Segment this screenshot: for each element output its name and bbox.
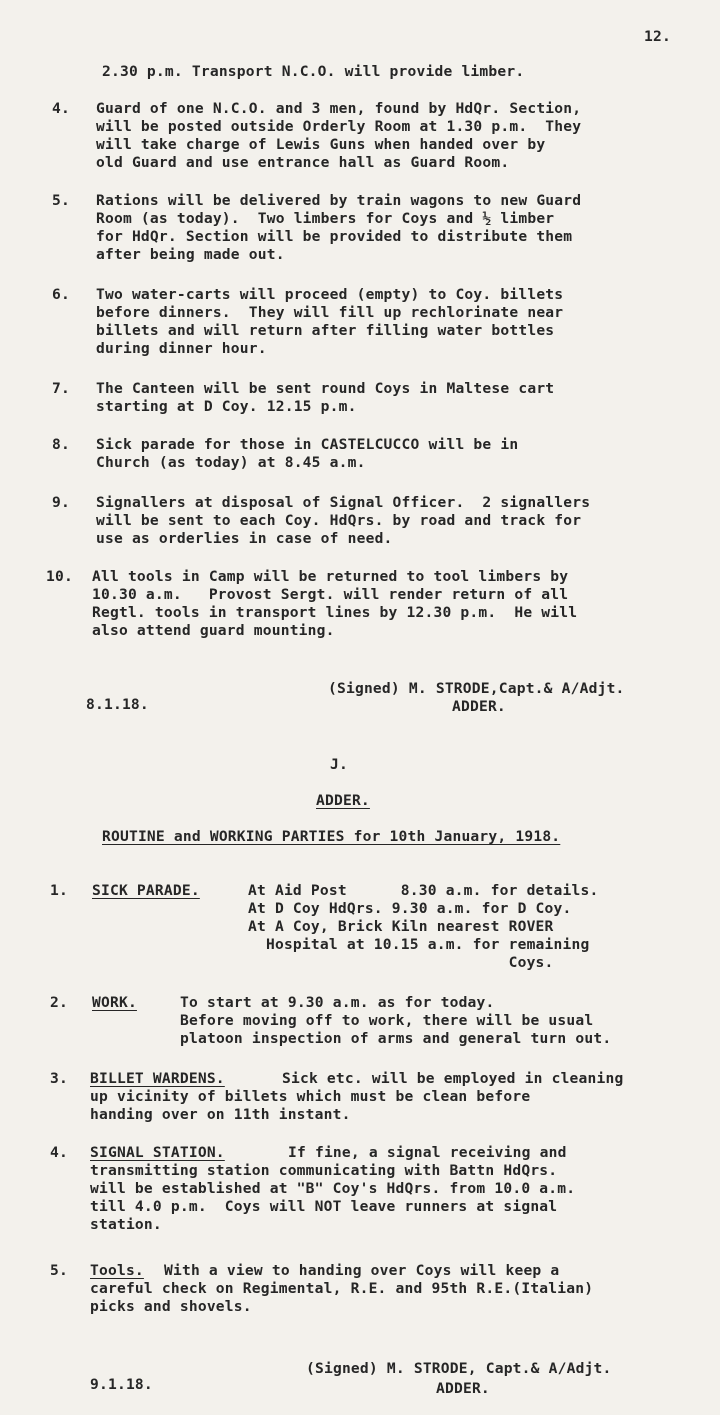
order-date: 8.1.18. [86,696,149,713]
item-line: careful check on Regimental, R.E. and 95th R.E.(Italian) [90,1280,594,1297]
item-line: Guard of one N.C.O. and 3 men, found by HdQr. Section, [96,100,582,117]
item-line: At D Coy HdQrs. 9.30 a.m. for D Coy. [248,900,572,917]
item-line: transmitting station communicating with Battn HdQrs. [90,1162,558,1179]
item-line: also attend guard mounting. [92,622,335,639]
item-heading: BILLET WARDENS. [90,1070,225,1087]
item-number: 7. [52,380,70,397]
item-heading: SIGNAL STATION. [90,1144,225,1161]
item-line: Coys. [248,954,554,971]
signature: (Signed) M. STRODE,Capt.& A/Adjt. [328,680,625,697]
item-line: Two water-carts will proceed (empty) to Coy. billets [96,286,564,303]
item-line: during dinner hour. [96,340,267,357]
item-number: 5. [50,1262,68,1279]
section-letter: J. [330,756,348,773]
item-line: will be established at "B" Coy's HdQrs. from 10.0 a.m. [90,1180,576,1197]
signature-unit: ADDER. [436,1380,490,1397]
item-number: 5. [52,192,70,209]
item-line: At A Coy, Brick Kiln nearest ROVER [248,918,554,935]
item-line: With a view to handing over Coys will keep a [164,1262,560,1279]
item-line: will be sent to each Coy. HdQrs. by road and track for [96,512,582,529]
item-line: The Canteen will be sent round Coys in Maltese cart [96,380,555,397]
item-number: 8. [52,436,70,453]
item-line: till 4.0 p.m. Coys will NOT leave runners at signal [90,1198,558,1215]
item-heading: WORK. [92,994,137,1011]
item-number: 2. [50,994,68,1011]
item-line: Regtl. tools in transport lines by 12.30 p.m. He will [92,604,578,621]
item-line: To start at 9.30 a.m. as for today. [180,994,495,1011]
item-line: up vicinity of billets which must be clean before [90,1088,531,1105]
item-line: Hospital at 10.15 a.m. for remaining [248,936,590,953]
signature: (Signed) M. STRODE, Capt.& A/Adjt. [306,1360,612,1377]
item-number: 4. [50,1144,68,1161]
signature-unit: ADDER. [452,698,506,715]
item-line: Sick parade for those in CASTELCUCCO will be in [96,436,519,453]
item-number: 6. [52,286,70,303]
item-line: before dinners. They will fill up rechlorinate near [96,304,564,321]
item-line: All tools in Camp will be returned to tool limbers by [92,568,569,585]
order-date: 9.1.18. [90,1376,153,1393]
item-line: will take charge of Lewis Guns when handed over by [96,136,546,153]
item-line: If fine, a signal receiving and [288,1144,567,1161]
unit-heading: ADDER. [316,792,370,809]
item-line: Room (as today). Two limbers for Coys and ½ limber [96,210,555,227]
item-line: starting at D Coy. 12.15 p.m. [96,398,357,415]
item-line: use as orderlies in case of need. [96,530,393,547]
item-line: billets and will return after filling water bottles [96,322,555,339]
item-line: after being made out. [96,246,285,263]
item-line: Church (as today) at 8.45 a.m. [96,454,366,471]
item-number: 1. [50,882,68,899]
item-line: handing over on 11th instant. [90,1106,351,1123]
item-line: for HdQr. Section will be provided to distribute them [96,228,573,245]
item-line: Before moving off to work, there will be usual [180,1012,594,1029]
item-line: Sick etc. will be employed in cleaning [282,1070,624,1087]
item-line: Signallers at disposal of Signal Officer. 2 signallers [96,494,591,511]
page-number: 12. [644,28,671,45]
item-number: 10. [46,568,73,585]
item-number: 4. [52,100,70,117]
item-line: station. [90,1216,162,1233]
item-line: will be posted outside Orderly Room at 1.30 p.m. They [96,118,582,135]
item-line: old Guard and use entrance hall as Guard Room. [96,154,510,171]
item-number: 9. [52,494,70,511]
item-number: 3. [50,1070,68,1087]
item-heading: Tools. [90,1262,144,1279]
item-line: platoon inspection of arms and general turn out. [180,1030,612,1047]
item-line: Rations will be delivered by train wagons to new Guard [96,192,582,209]
item-line: 10.30 a.m. Provost Sergt. will render return of all [92,586,569,603]
document-title: ROUTINE and WORKING PARTIES for 10th January, 1918. [102,828,561,845]
item-line: At Aid Post 8.30 a.m. for details. [248,882,599,899]
continued-line: 2.30 p.m. Transport N.C.O. will provide limber. [102,63,525,80]
item-line: picks and shovels. [90,1298,252,1315]
item-heading: SICK PARADE. [92,882,200,899]
